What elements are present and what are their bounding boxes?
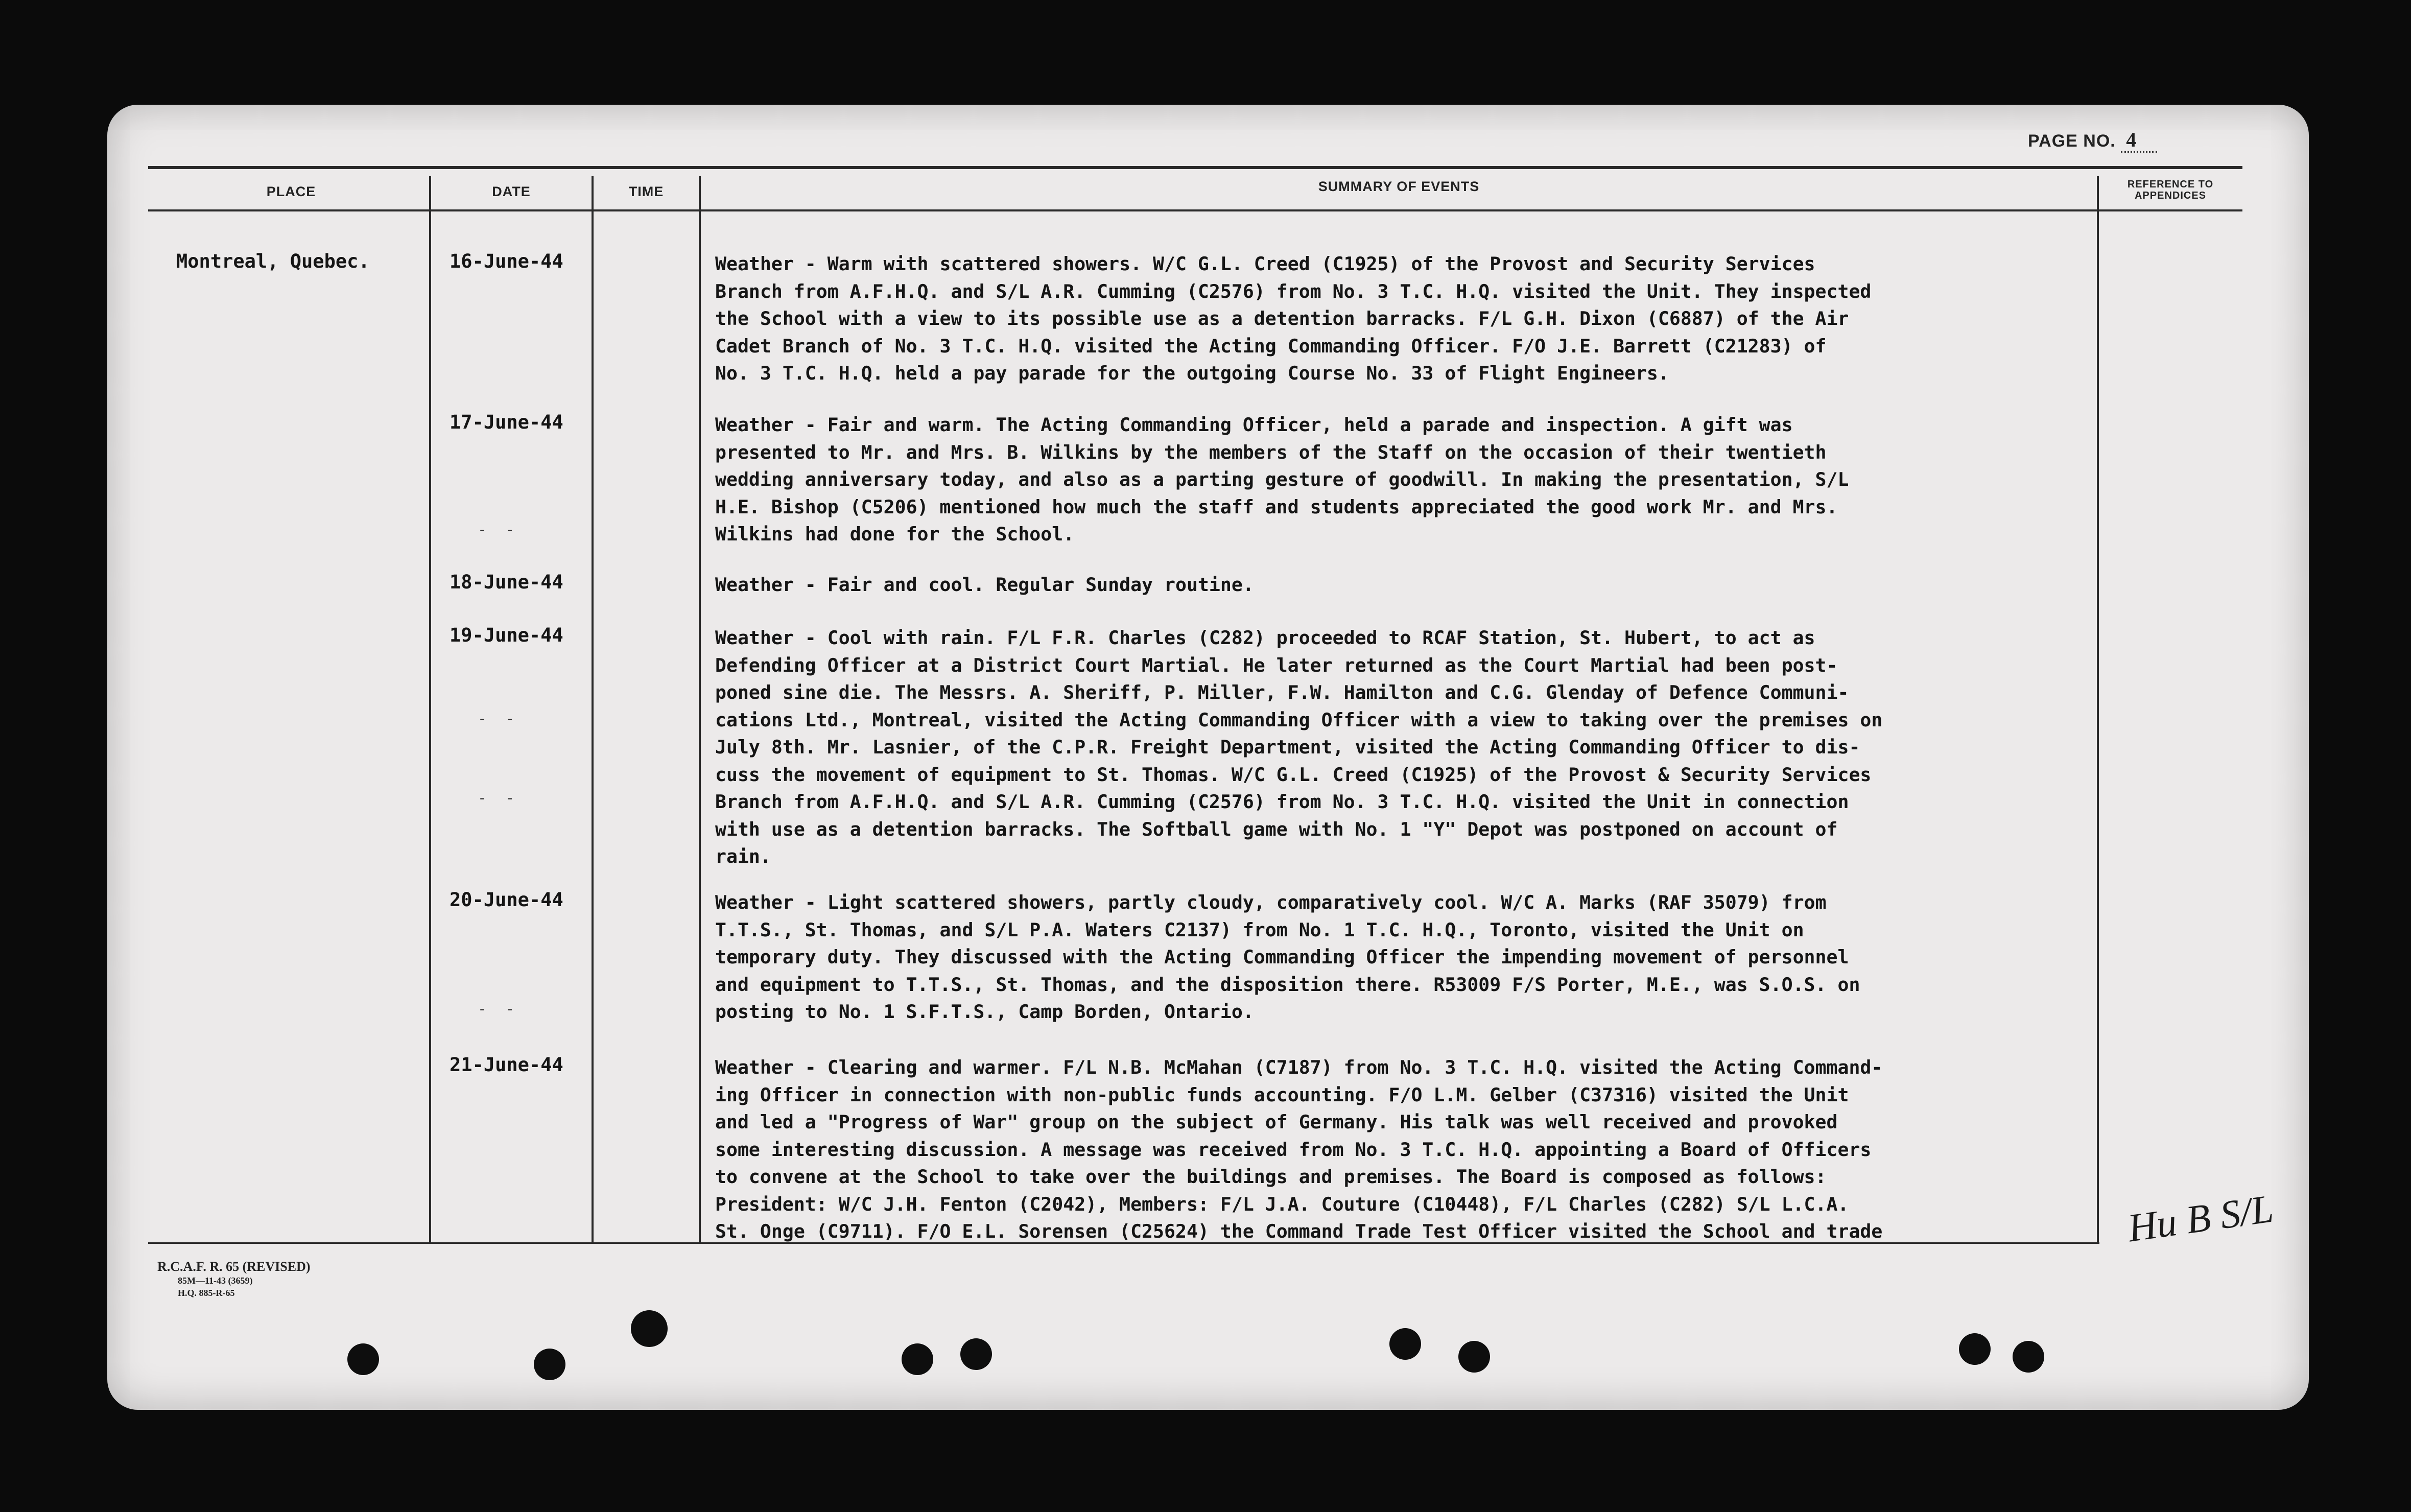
entry-date: 17-June-44 [450,411,563,433]
punch-hole [1458,1341,1490,1373]
summary-line: July 8th. Mr. Lasnier, of the C.P.R. Freight Department, visited the Acting Commanding Officer to dis- [715,736,1860,758]
summary-line: T.T.S., St. Thomas, and S/L P.A. Waters C2137) from No. 1 T.C. H.Q., Toronto, visited the Unit on [715,918,1804,941]
dash-mark: - - [478,789,515,807]
entry-summary [715,624,2094,870]
page-number-label: PAGE NO. [2028,131,2116,151]
summary-line: presented to Mr. and Mrs. B. Wilkins by the members of the Staff on the occasion of their twentieth [715,441,1827,463]
summary-line: and equipment to T.T.S., St. Thomas, and the disposition there. R53009 F/S Porter, M.E., was S.O.S. on [715,973,1860,996]
entry-date: 16-June-44 [450,250,563,272]
punch-hole [2013,1341,2044,1373]
header-reference-line1: REFERENCE TO [2127,179,2214,190]
entry-summary [715,250,2094,387]
column-divider-summary [2097,176,2099,1244]
summary-line: Weather - Cool with rain. F/L F.R. Charles (C282) proceeded to RCAF Station, St. Hubert, to act as [715,627,1815,649]
summary-line: Weather - Fair and warm. The Acting Commanding Officer, held a parade and inspection. A gift was [715,414,1793,436]
entry-date: 19-June-44 [450,624,563,646]
summary-line: temporary duty. They discussed with the Acting Commanding Officer the impending movement of personnel [715,946,1849,968]
summary-line: poned sine die. The Messrs. A. Sheriff, P. Miller, F.W. Hamilton and C.G. Glenday of Defence Communi- [715,681,1849,703]
dash-mark: - - [478,710,515,728]
punch-hole [631,1310,668,1347]
summary-line: Cadet Branch of No. 3 T.C. H.Q. visited the Acting Commanding Officer. F/O J.E. Barrett (C21283) of [715,335,1827,357]
entry-summary [715,571,2094,599]
summary-line: No. 3 T.C. H.Q. held a pay parade for the outgoing Course No. 33 of Flight Engineers. [715,362,1669,384]
punch-hole [960,1338,992,1370]
column-divider-time [699,176,701,1244]
header-place: PLACE [266,184,316,199]
summary-line: the School with a view to its possible use as a detention barracks. F/L G.H. Dixon (C6887) of the Air [715,308,1849,329]
summary-line: St. Onge (C9711). F/O E.L. Sorensen (C25624) the Command Trade Test Officer visited the School and trade [715,1220,1883,1242]
summary-line: and led a "Progress of War" group on the subject of Germany. His talk was well received and provoked [715,1111,1838,1133]
entry-summary [715,1054,2094,1245]
summary-line: rain. [715,845,771,867]
column-divider-date [592,176,594,1244]
summary-line: Weather - Light scattered showers, partly cloudy, comparatively cool. W/C A. Marks (RAF 35079) from [715,891,1827,913]
summary-line: some interesting discussion. A message was received from No. 3 T.C. H.Q. appointing a Board of Officers [715,1138,1872,1161]
summary-line: cations Ltd., Montreal, visited the Acting Commanding Officer with a view to taking over the premises on [715,708,1883,731]
dash-mark: - - [478,521,515,539]
summary-line: Weather - Warm with scattered showers. W/C G.L. Creed (C1925) of the Provost and Security Services [715,253,1815,275]
summary-line: Weather - Clearing and warmer. F/L N.B. McMahan (C7187) from No. 3 T.C. H.Q. visited the Acting Command- [715,1056,1883,1078]
summary-line: Defending Officer at a District Court Martial. He later returned as the Court Martial had been post- [715,654,1838,676]
summary-line: to convene at the School to take over the buildings and premises. The Board is composed as follows: [715,1166,1827,1188]
page-number-value: 4 [2121,128,2157,153]
header-top-rule [148,166,2242,169]
header-summary: SUMMARY OF EVENTS [1318,179,1480,194]
entry-summary [715,889,2094,1026]
punch-hole [534,1349,565,1380]
summary-line: Wilkins had done for the School. [715,523,1075,545]
summary-line: H.E. Bishop (C5206) mentioned how much the staff and students appreciated the good work Mr. and Mrs. [715,495,1838,518]
form-number [157,1259,311,1299]
summary-line: with use as a detention barracks. The Softball game with No. 1 "Y" Depot was postponed on account of [715,818,1838,840]
form-number-line3: H.Q. 885-R-65 [178,1288,235,1298]
page-number [2028,128,2157,152]
header-bottom-rule [148,209,2242,211]
column-divider-place [429,176,431,1244]
punch-hole [1389,1328,1421,1360]
place-value: Montreal, Quebec. [176,250,370,272]
summary-line: wedding anniversary today, and also as a parting gesture of goodwill. In making the presentation, S/L [715,468,1849,490]
punch-hole [347,1343,379,1375]
entry-date: 21-June-44 [450,1054,563,1076]
header-time: TIME [628,184,664,199]
summary-line: Weather - Fair and cool. Regular Sunday routine. [715,574,1254,596]
punch-hole [1959,1333,1991,1365]
header-date: DATE [492,184,531,199]
summary-line: posting to No. 1 S.F.T.S., Camp Borden, Ontario. [715,1001,1254,1023]
summary-line: Branch from A.F.H.Q. and S/L A.R. Cumming (C2576) from No. 3 T.C. H.Q. visited the Unit in connection [715,791,1849,813]
entry-summary [715,411,2094,548]
form-number-line1: R.C.A.F. R. 65 (REVISED) [157,1259,311,1274]
entry-date: 20-June-44 [450,889,563,911]
punch-hole [902,1343,933,1375]
dash-mark: - - [478,1000,515,1018]
summary-line: ing Officer in connection with non-public funds accounting. F/O L.M. Gelber (C37316) visited the Unit [715,1083,1849,1106]
entry-date: 18-June-44 [450,571,563,593]
form-number-line2: 85M—11-43 (3659) [178,1275,253,1286]
signature: Hu B S/L [2125,1186,2276,1250]
summary-line: cuss the movement of equipment to St. Thomas. W/C G.L. Creed (C1925) of the Provost & Security Services [715,763,1872,786]
header-reference-line2: APPENDICES [2134,190,2207,201]
header-reference [2099,179,2242,201]
summary-line: Branch from A.F.H.Q. and S/L A.R. Cumming (C2576) from No. 3 T.C. H.Q. visited the Unit. They inspected [715,280,1872,302]
summary-line: President: W/C J.H. Fenton (C2042), Members: F/L J.A. Couture (C10448), F/L Charles (C282) S/L L.C.A. [715,1193,1849,1215]
